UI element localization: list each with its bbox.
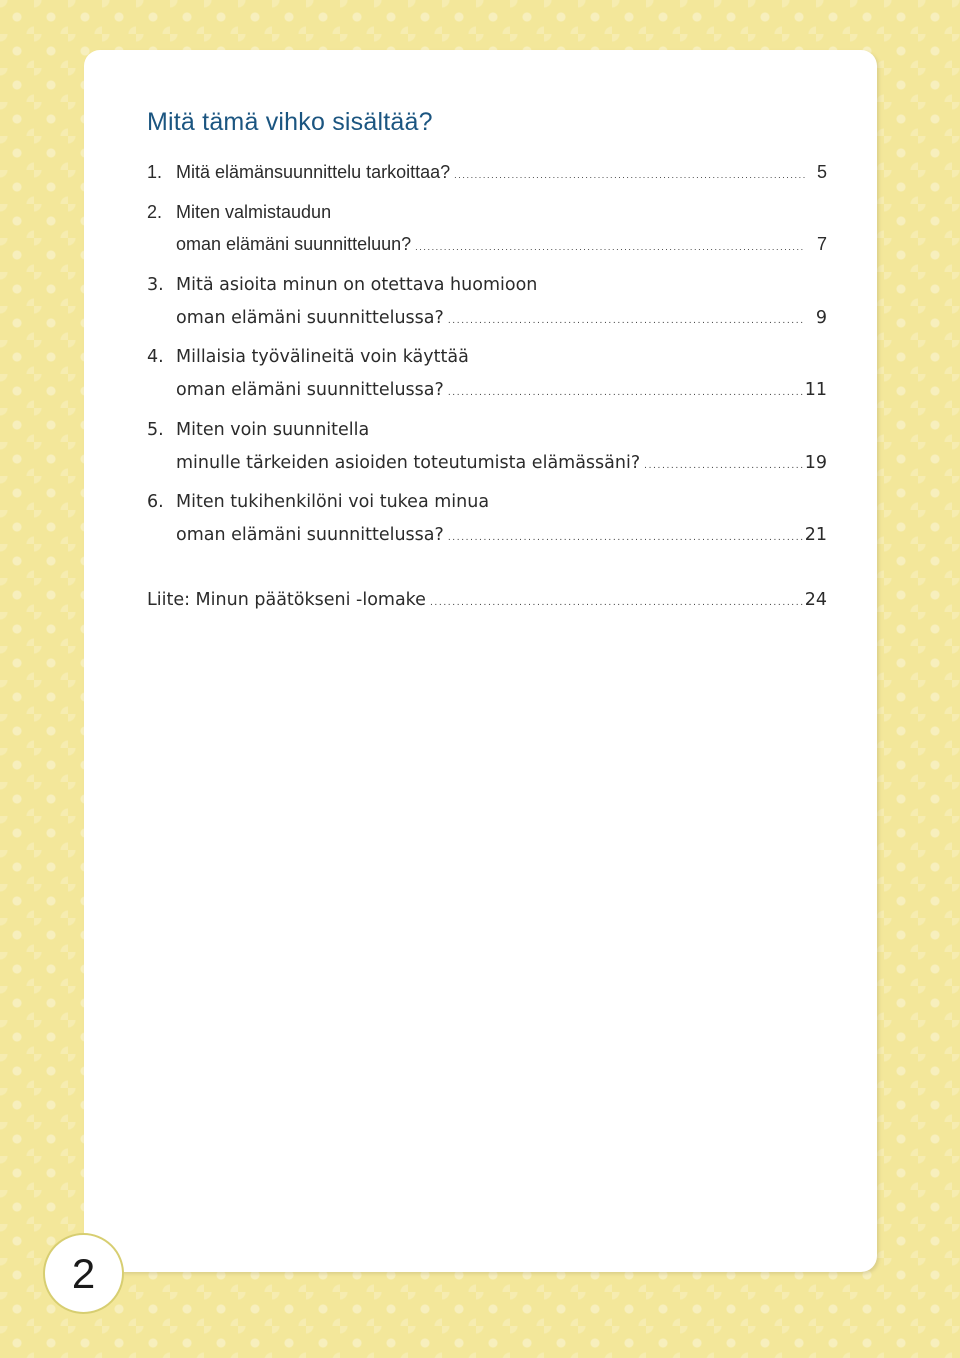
dot-leader <box>415 242 805 252</box>
toc-page-number: 24 <box>804 590 827 610</box>
toc-number: 1. <box>147 162 163 182</box>
toc-text: Mitä asioita minun on otettava huomioon <box>176 275 538 295</box>
toc-entry-2[interactable] <box>147 202 827 226</box>
toc-text: oman elämäni suunnittelussa? <box>176 525 444 545</box>
toc-text: Miten valmistaudun <box>176 202 332 222</box>
toc-text: oman elämäni suunnitteluun? <box>176 234 412 254</box>
toc-page-number: 9 <box>815 308 827 328</box>
toc-page-number: 21 <box>804 525 827 545</box>
page-number: 2 <box>71 1249 96 1297</box>
toc-page-number: 5 <box>816 162 827 182</box>
toc-text: Mitä elämänsuunnittelu tarkoittaa? <box>176 162 451 182</box>
dot-leader <box>448 316 805 326</box>
toc-text: Miten voin suunnitella <box>176 420 370 440</box>
toc-entry-5[interactable] <box>147 420 827 444</box>
toc-text: oman elämäni suunnittelussa? <box>176 380 444 400</box>
toc-text: minulle tärkeiden asioiden toteutumista elämässäni? <box>176 453 641 473</box>
toc-text: oman elämäni suunnittelussa? <box>176 308 444 328</box>
toc-entry-3-cont[interactable] <box>147 308 827 332</box>
toc-entry-4-cont[interactable] <box>147 380 827 404</box>
toc-title: Mitä tämä vihko sisältää? <box>147 108 433 136</box>
toc-number: 4. <box>147 347 164 367</box>
toc-number: 6. <box>147 492 164 512</box>
toc-entry-5-cont[interactable] <box>147 453 827 477</box>
toc-entry-4[interactable] <box>147 347 827 371</box>
toc-page-number: 7 <box>816 234 827 254</box>
toc-number: 2. <box>147 202 163 222</box>
dot-leader <box>454 170 805 180</box>
toc-page-number: 19 <box>804 453 827 473</box>
dot-leader <box>448 533 803 543</box>
toc-page-number: 11 <box>804 380 827 400</box>
toc-text: Millaisia työvälineitä voin käyttää <box>176 347 469 367</box>
toc-entry-2-cont[interactable] <box>147 234 827 258</box>
toc-entry-appendix[interactable] <box>147 590 827 614</box>
toc-entry-6[interactable] <box>147 492 827 516</box>
toc-number: 5. <box>147 420 164 440</box>
page-number-badge <box>43 1233 124 1314</box>
toc-entry-6-cont[interactable] <box>147 525 827 549</box>
dot-leader <box>448 388 803 398</box>
toc-text: Miten tukihenkilöni voi tukea minua <box>176 492 490 512</box>
toc-text: Liite: Minun päätökseni -lomake <box>147 590 426 610</box>
toc-entry-3[interactable] <box>147 275 827 299</box>
dot-leader <box>430 598 803 608</box>
toc-number: 3. <box>147 275 164 295</box>
toc-entry-1[interactable] <box>147 162 827 186</box>
dot-leader <box>644 461 803 471</box>
